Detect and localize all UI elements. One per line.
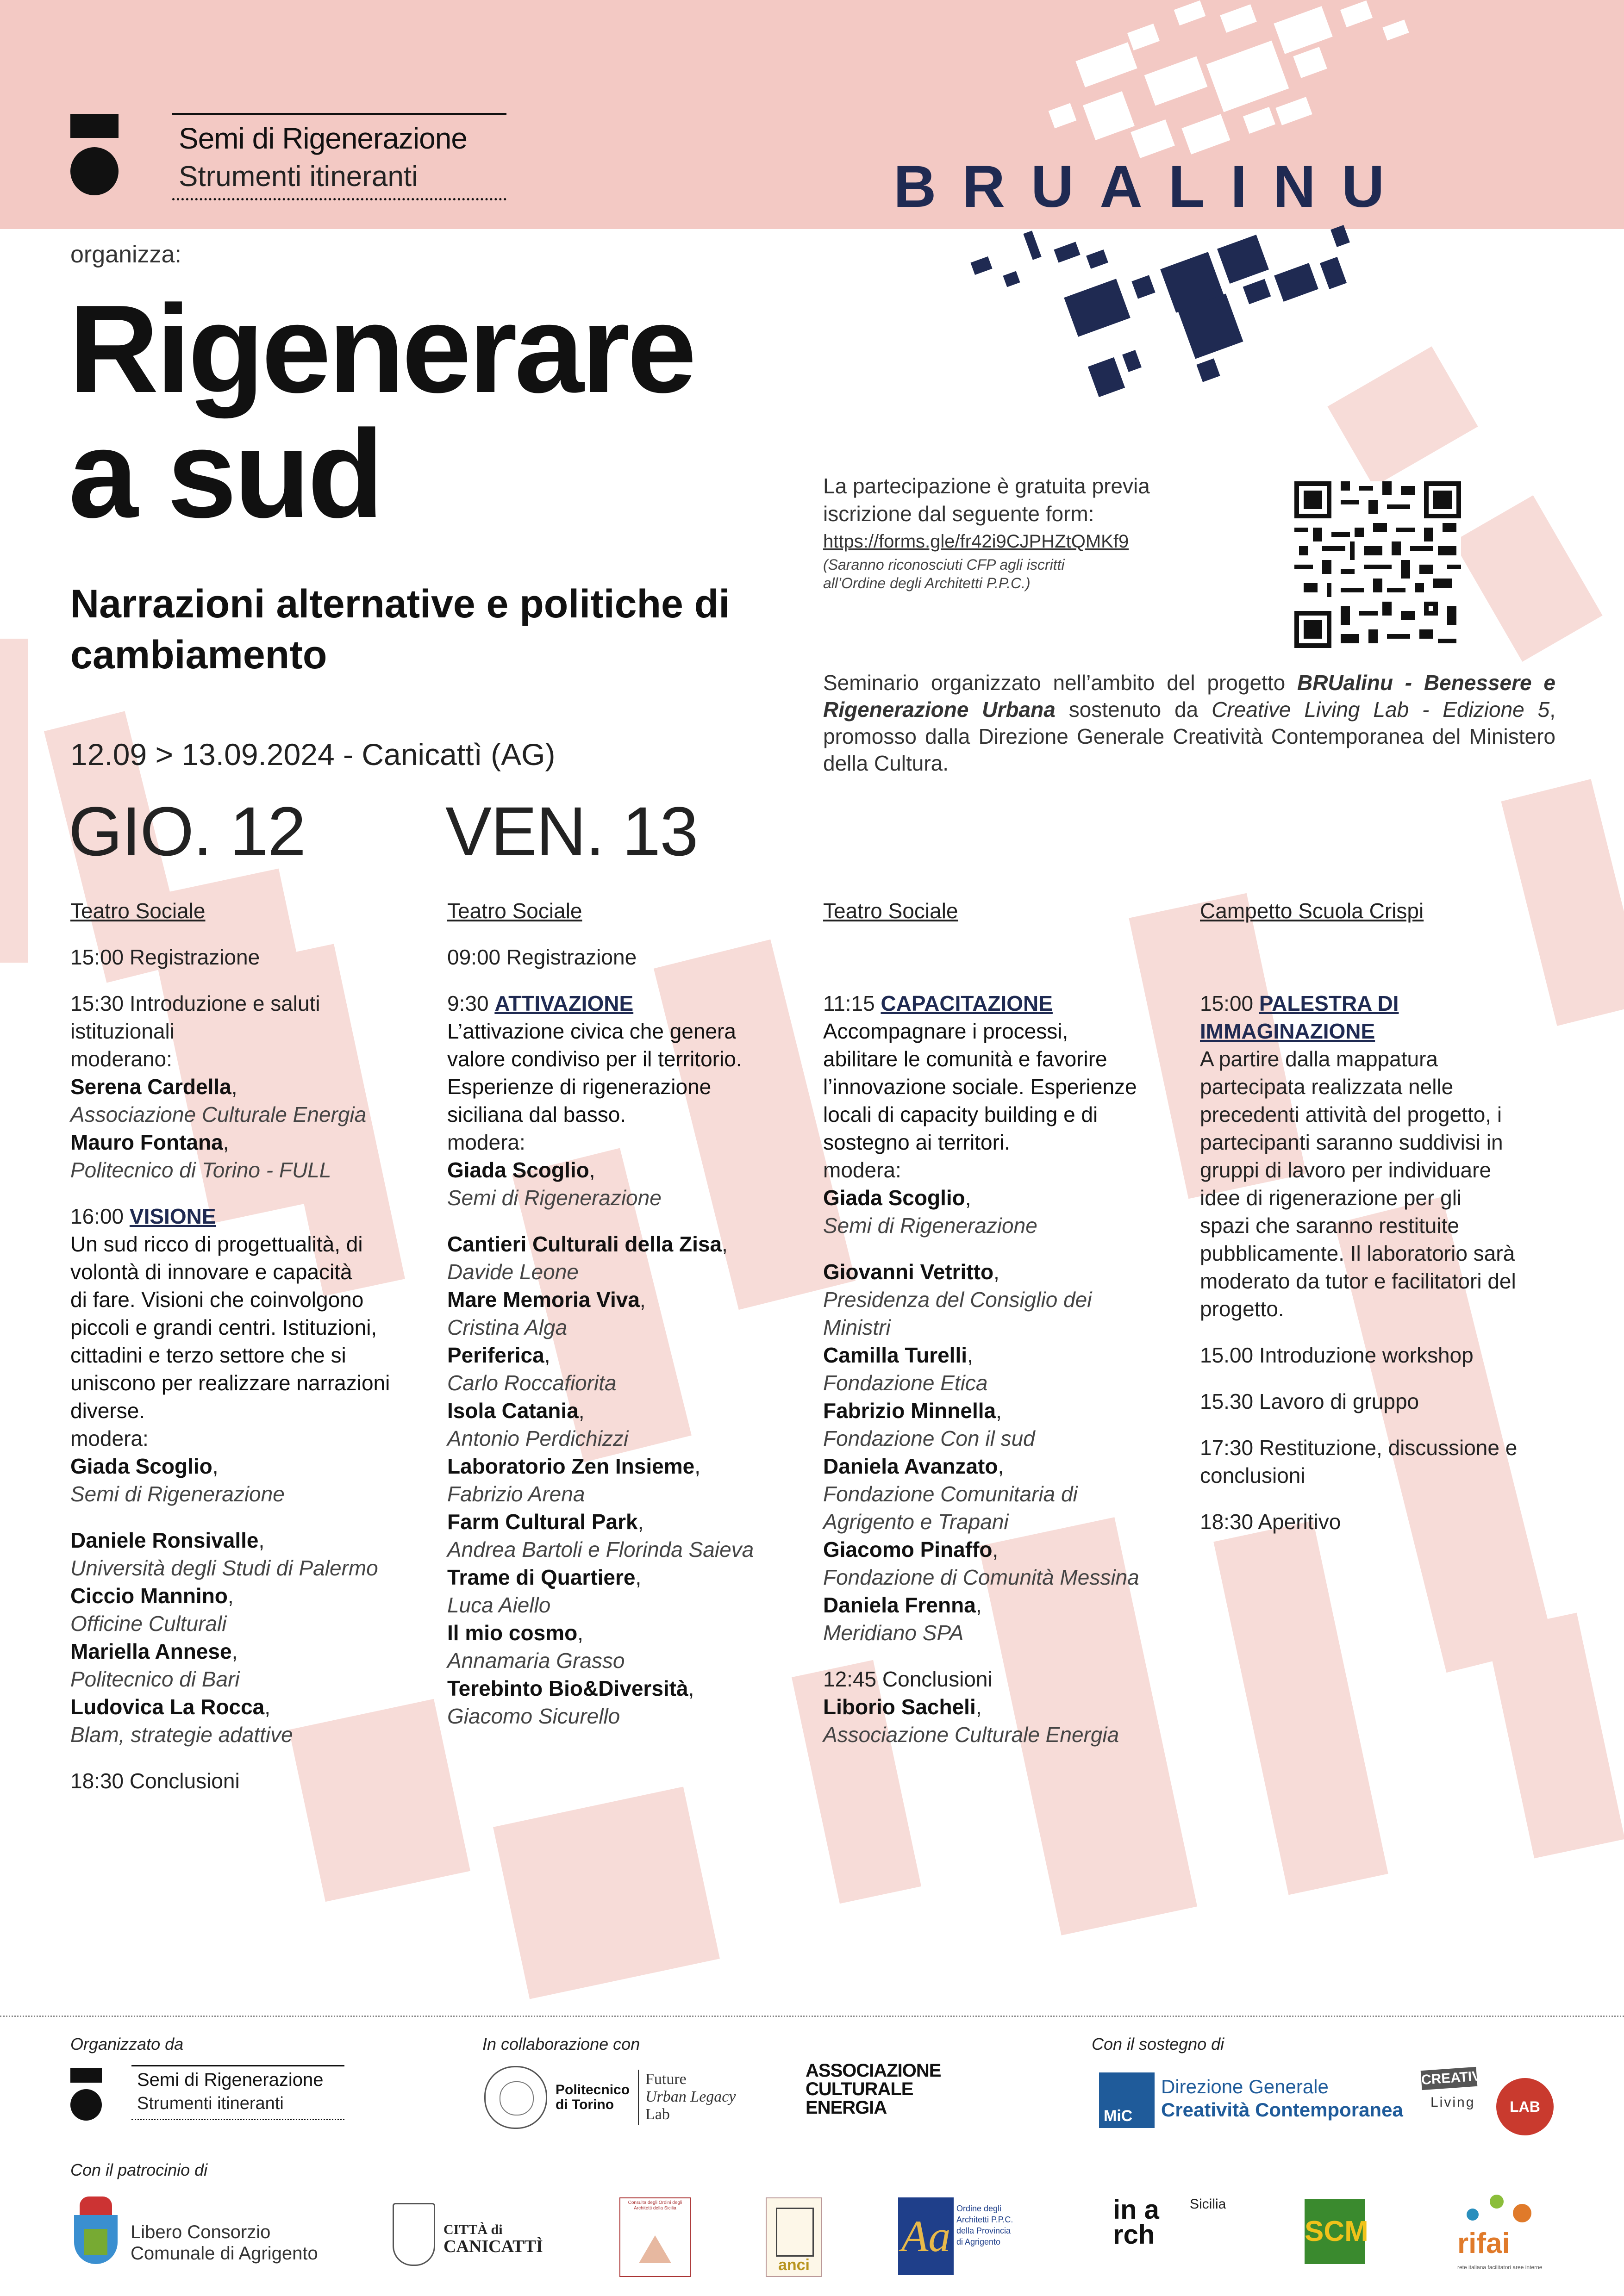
energia-line3: ENERGIA bbox=[806, 2097, 887, 2118]
moderator-name: Serena Cardella bbox=[70, 1075, 231, 1099]
speaker-name: Daniele Ronsivalle bbox=[70, 1528, 259, 1552]
agrigento-crest-icon bbox=[70, 2196, 121, 2266]
event-dates: 12.09 > 13.09.2024 - Canicattì (AG) bbox=[70, 737, 556, 772]
speaker-org: Fondazione Comunitaria di bbox=[823, 1482, 1078, 1506]
speaker-name: Farm Cultural Park bbox=[447, 1510, 638, 1534]
moderator-org: Semi di Rigenerazione bbox=[823, 1213, 1037, 1238]
dg-line2: Creatività Contemporanea bbox=[1161, 2099, 1403, 2121]
session-desc: progetto. bbox=[1200, 1297, 1284, 1321]
session-title-palestra[interactable]: PALESTRA DI bbox=[1259, 991, 1399, 1015]
registration-line2: iscrizione dal seguente form: bbox=[823, 502, 1094, 526]
canicatti-crest-icon bbox=[393, 2203, 435, 2266]
speaker-name: Ludovica La Rocca bbox=[70, 1695, 265, 1719]
session-desc: cittadini e terzo settore che si bbox=[70, 1343, 346, 1367]
seminar-prefix: Seminario organizzato nell’ambito del progetto bbox=[823, 671, 1297, 695]
session-desc: partecipanti saranno suddivisi in bbox=[1200, 1130, 1503, 1154]
logo-divider bbox=[172, 113, 506, 115]
anci-logo bbox=[766, 2197, 822, 2277]
seminar-description bbox=[823, 669, 1555, 777]
session-time: 16:00 bbox=[70, 1204, 130, 1228]
polito-logo bbox=[556, 2083, 630, 2112]
energia-logo bbox=[806, 2061, 941, 2117]
speaker-org: Fondazione Con il sud bbox=[823, 1426, 1035, 1450]
intro-line1: 15:30 Introduzione e saluti bbox=[70, 991, 320, 1015]
session-desc: Esperienze di rigenerazione bbox=[447, 1075, 712, 1099]
footer-divider bbox=[0, 2016, 1624, 2017]
session-time: 9:30 bbox=[447, 991, 495, 1015]
session-desc: uniscono per realizzare narrazioni bbox=[70, 1371, 390, 1395]
full-line3: Lab bbox=[645, 2106, 670, 2123]
venue: Campetto Scuola Crispi bbox=[1200, 899, 1424, 923]
session-desc: L’attivazione civica che genera bbox=[447, 1019, 736, 1043]
speaker-name: Daniela Avanzato bbox=[823, 1454, 998, 1478]
speaker-org: Università degli Studi di Palermo bbox=[70, 1556, 378, 1580]
speaker-name: Giacomo Pinaffo bbox=[823, 1537, 993, 1562]
agenda-item: 17:30 Restituzione, discussione e bbox=[1200, 1436, 1518, 1460]
canicatti-logo bbox=[443, 2221, 543, 2255]
seminar-project: BRUalinu - Benessere e Rigenerazione Urbana bbox=[823, 671, 1555, 722]
polito-name: Politecnico bbox=[556, 2082, 630, 2097]
intro-line2: istituzionali bbox=[70, 1019, 175, 1043]
seminar-mid: sostenuto da bbox=[1055, 697, 1212, 722]
dg-line1: Direzione Generale bbox=[1161, 2076, 1329, 2097]
registration-link[interactable]: https://forms.gle/fr42i9CJPHZtQMKf9 bbox=[823, 531, 1129, 552]
speaker-name: Terebinto Bio&Diversità bbox=[447, 1676, 688, 1700]
conclusions: 12:45 Conclusioni bbox=[823, 1667, 993, 1691]
speaker-org: Agrigento e Trapani bbox=[823, 1510, 1009, 1534]
speaker-org: Fabrizio Arena bbox=[447, 1482, 585, 1506]
session-desc: Accompagnare i processi, bbox=[823, 1019, 1068, 1043]
session-desc: volontà di innovare e capacità bbox=[70, 1260, 352, 1284]
session-desc: partecipata realizzata nelle bbox=[1200, 1075, 1454, 1099]
speaker-name: Camilla Turelli bbox=[823, 1343, 968, 1367]
session-desc: abilitare le comunità e favorire bbox=[823, 1047, 1107, 1071]
registration-time: 09:00 Registrazione bbox=[447, 945, 637, 969]
speaker-name: Trame di Quartiere bbox=[447, 1565, 636, 1589]
program-col-thursday: Teatro Sociale 15:00 Registrazione 15:30 Introduzione e saluti istituzionali moderano: Serena Cardella, Associazione Culturale Energia Mauro Fontana, Politecnico di Torino - FULL 16:00 VISIONE Un sud ricco di progettualità, di volontà di innovare e capacità di fare. Visioni che coinvolgono piccoli e grandi centri. Istituzioni, cittadini e terzo settore che si uniscono per realizzare narrazioni diverse. modera: Giada Scoglio, Semi di Rigenerazione Daniele Ronsivalle, Università degli Studi di Palermo Ciccio Mannino, Officine Culturali Mariella Annese, Politecnico di Bari Ludovica La Rocca, Blam, strategie adattive 18:30 Conclusioni bbox=[70, 897, 408, 1795]
session-desc: moderato da tutor e facilitatori del bbox=[1200, 1269, 1516, 1293]
moderator-org: Semi di Rigenerazione bbox=[70, 1482, 285, 1506]
cfp-note-line1: (Saranno riconosciuti CFP agli iscritti bbox=[823, 556, 1065, 573]
full-line2: Urban Legacy bbox=[645, 2088, 736, 2105]
cll-logo-lab-icon bbox=[1496, 2078, 1554, 2135]
speaker-org: Giacomo Sicurello bbox=[447, 1704, 620, 1728]
speaker-name: Mare Memoria Viva bbox=[447, 1288, 640, 1312]
agenda-item: 15.30 Lavoro di gruppo bbox=[1200, 1389, 1419, 1413]
session-desc: locali di capacity building e di bbox=[823, 1102, 1098, 1126]
speaker-org: Officine Culturali bbox=[70, 1612, 227, 1636]
session-desc: pubblicamente. Il laboratorio sarà bbox=[1200, 1241, 1515, 1265]
logo-dotted-line bbox=[172, 198, 506, 200]
subtitle-line1: Narrazioni alternative e politiche di bbox=[70, 582, 730, 626]
session-desc: sostegno ai territori. bbox=[823, 1130, 1010, 1154]
speaker-name: Isola Catania bbox=[447, 1399, 579, 1423]
session-desc: di fare. Visioni che coinvolgono bbox=[70, 1288, 364, 1312]
venue: Teatro Sociale bbox=[447, 899, 582, 923]
session-title-capacitazione[interactable]: CAPACITAZIONE bbox=[881, 991, 1053, 1015]
seminar-suffix: , promosso dalla Direzione Generale Creatività Contemporanea del Ministero della Cultura. bbox=[823, 697, 1555, 775]
organizza-label: organizza: bbox=[70, 241, 181, 268]
venue: Teatro Sociale bbox=[70, 899, 206, 923]
agrigento-line1: Libero Consorzio bbox=[131, 2222, 271, 2242]
rifai-logo bbox=[1457, 2195, 1550, 2278]
moderator-label: modera: bbox=[70, 1426, 149, 1450]
moderator-name: Giada Scoglio bbox=[447, 1158, 589, 1182]
rifai-text: rifai bbox=[1457, 2228, 1510, 2259]
speaker-org: Blam, strategie adattive bbox=[70, 1723, 293, 1747]
agenda-item: 15.00 Introduzione workshop bbox=[1200, 1343, 1474, 1367]
oa-agrigento-icon: Aa bbox=[898, 2197, 954, 2275]
speaker-name: Periferica bbox=[447, 1343, 544, 1367]
footer-logo-subtitle: Strumenti itineranti bbox=[137, 2094, 284, 2113]
day-thursday: GIO. 12 bbox=[69, 792, 306, 870]
mic-logo-icon bbox=[1099, 2072, 1155, 2128]
footer-logo-line bbox=[131, 2065, 344, 2066]
speaker-name: Daniela Frenna bbox=[823, 1593, 976, 1617]
rifai-subtext: rete italiana facilitatori aree interne bbox=[1457, 2264, 1543, 2271]
polito-seal-icon bbox=[484, 2066, 547, 2129]
session-time: 15:00 bbox=[1200, 991, 1259, 1015]
consulta-text: Consulta degli Ordini degli Architetti della Sicilia bbox=[628, 2200, 682, 2211]
brualinu-logo: BRUALINU bbox=[893, 154, 1411, 220]
speaker-name: Cantieri Culturali della Zisa bbox=[447, 1232, 722, 1256]
speaker-org: Carlo Roccafiorita bbox=[447, 1371, 617, 1395]
session-time: 11:15 bbox=[823, 991, 881, 1015]
logo-title: Semi di Rigenerazione bbox=[179, 122, 467, 155]
cll-logo-top: CREATIVE bbox=[1421, 2067, 1478, 2090]
speaker-name: Mariella Annese bbox=[70, 1639, 232, 1663]
speaker-org: Annamaria Grasso bbox=[447, 1649, 625, 1673]
moderator-name: Mauro Fontana bbox=[70, 1130, 223, 1154]
session-desc: piccoli e grandi centri. Istituzioni, bbox=[70, 1315, 377, 1339]
speaker-org: Meridiano SPA bbox=[823, 1621, 964, 1645]
speaker-org: Ministri bbox=[823, 1315, 891, 1339]
session-desc: precedenti attività del progetto, i bbox=[1200, 1102, 1502, 1126]
moderator-org: Politecnico di Torino - FULL bbox=[70, 1158, 331, 1182]
polito-divider bbox=[638, 2070, 639, 2125]
footer-logo-title: Semi di Rigenerazione bbox=[137, 2070, 324, 2090]
session-desc: siciliana dal basso. bbox=[447, 1102, 626, 1126]
session-desc: gruppi di lavoro per individuare bbox=[1200, 1158, 1492, 1182]
speaker-org: Antonio Perdichizzi bbox=[447, 1426, 629, 1450]
speaker-name: Il mio cosmo bbox=[447, 1621, 578, 1645]
conclusions: 18:30 Conclusioni bbox=[70, 1769, 240, 1793]
semi-logo-icon bbox=[70, 114, 119, 197]
moderator-org: Associazione Culturale Energia bbox=[70, 1102, 367, 1126]
scm-logo: SCM bbox=[1305, 2199, 1365, 2264]
collaboration-label: In collaborazione con bbox=[482, 2035, 640, 2053]
session-desc: diverse. bbox=[70, 1399, 145, 1423]
footer-logo-dots bbox=[131, 2119, 344, 2120]
session-title-visione[interactable]: VISIONE bbox=[129, 1204, 216, 1228]
speaker-org: Davide Leone bbox=[447, 1260, 579, 1284]
mic-label: MiC bbox=[1104, 2107, 1133, 2125]
session-desc: valore condiviso per il territorio. bbox=[447, 1047, 742, 1071]
speaker-org: Fondazione Etica bbox=[823, 1371, 988, 1395]
session-desc: A partire dalla mappatura bbox=[1200, 1047, 1438, 1071]
inarch-region: Sicilia bbox=[1190, 2196, 1226, 2212]
main-title-line1: Rigenerare bbox=[69, 280, 694, 419]
oa-line4: di Agrigento bbox=[956, 2237, 1001, 2246]
energia-line2: CULTURALE bbox=[806, 2079, 913, 2099]
oa-line3: della Provincia bbox=[956, 2226, 1011, 2235]
main-title-line2: a sud bbox=[69, 404, 381, 544]
oa-line1: Ordine degli bbox=[956, 2204, 1002, 2213]
speaker-org: Fondazione di Comunità Messina bbox=[823, 1565, 1139, 1589]
registration-line1: La partecipazione è gratuita previa bbox=[823, 474, 1150, 498]
agrigento-line2: Comunale di Agrigento bbox=[131, 2243, 318, 2264]
moderator-name: Giada Scoglio bbox=[823, 1186, 965, 1210]
oa-agrigento-logo bbox=[956, 2203, 1013, 2247]
speaker-org: Luca Aiello bbox=[447, 1593, 551, 1617]
seminar-program: Creative Living Lab - Edizione 5 bbox=[1212, 697, 1550, 722]
qr-code-icon bbox=[1294, 481, 1461, 648]
anci-text: anci bbox=[778, 2256, 810, 2274]
speaker-name: Laboratorio Zen Insieme bbox=[447, 1454, 695, 1478]
program-col-friday-3 bbox=[1200, 897, 1538, 1536]
canicatti-line1: CITTÀ di bbox=[443, 2222, 503, 2237]
session-title-palestra-2[interactable]: IMMAGINAZIONE bbox=[1200, 1019, 1375, 1043]
session-desc: Un sud ricco di progettualità, di bbox=[70, 1232, 363, 1256]
agrigento-logo bbox=[131, 2221, 318, 2264]
inarch-logo: in arch bbox=[1113, 2195, 1159, 2250]
moderators-label: moderano: bbox=[70, 1047, 172, 1071]
speaker-org: Politecnico di Bari bbox=[70, 1667, 240, 1691]
session-desc: spazi che saranno restituite bbox=[1200, 1213, 1459, 1238]
speaker-org: Andrea Bartoli e Florinda Saieva bbox=[447, 1537, 754, 1562]
oa-line2: Architetti P.P.C. bbox=[956, 2215, 1013, 2224]
full-line1: Future bbox=[645, 2071, 687, 2088]
speaker-name: Ciccio Mannino bbox=[70, 1584, 228, 1608]
energia-line1: ASSOCIAZIONE bbox=[806, 2060, 941, 2081]
agenda-item: conclusioni bbox=[1200, 1463, 1305, 1487]
speaker-org: Cristina Alga bbox=[447, 1315, 568, 1339]
session-desc: l’innovazione sociale. Esperienze bbox=[823, 1075, 1137, 1099]
polito-city: di Torino bbox=[556, 2097, 614, 2112]
speaker-name: Giovanni Vetritto bbox=[823, 1260, 994, 1284]
subtitle-line2: cambiamento bbox=[70, 633, 327, 677]
program-col-friday-1: Teatro Sociale 09:00 Registrazione 9:30 ATTIVAZIONE L’attivazione civica che genera valore condiviso per il territorio. Esperienze di rigenerazione siciliana dal basso. modera: Giada Scoglio, Semi di Rigenerazione Cantieri Culturali della Zisa, Davide Leone Mare Memoria Viva, Cristina Alga Periferica, Carlo Roccafiorita Isola Catania, Antonio Perdichizzi Laboratorio Zen Insieme, Fabrizio Arena Farm Cultural Park, Andrea Bartoli e Florinda Saieva Trame di Quartiere, Luca Aiello Il mio cosmo, Annamaria Grasso Terebinto Bio&Diversità, Giacomo Sicurello bbox=[447, 897, 785, 1730]
speaker-org: Presidenza del Consiglio dei bbox=[823, 1288, 1092, 1312]
program-col-friday-2: Teatro Sociale 11:15 CAPACITAZIONE Accompagnare i processi, abilitare le comunità e favorire l’innovazione sociale. Esperienze locali di capacity building e di sostegno ai territori. modera: Giada Scoglio, Semi di Rigenerazione Giovanni Vetritto, Presidenza del Consiglio dei Ministri Camilla Turelli, Fondazione Etica Fabrizio Minnella, Fondazione Con il sud Daniela Avanzato, Fondazione Comunitaria di Agrigento e Trapani Giacomo Pinaffo, Fondazione di Comunità Messina Daniela Frenna, Meridiano SPA 12:45 Conclusioni Liborio Sacheli, Associazione Culturale Energia bbox=[823, 897, 1161, 1748]
registration-info bbox=[823, 472, 1240, 592]
moderator-name: Giada Scoglio bbox=[70, 1454, 212, 1478]
moderator-org: Semi di Rigenerazione bbox=[447, 1186, 662, 1210]
registration-time: 15:00 Registrazione bbox=[70, 945, 260, 969]
patronage-label: Con il patrocinio di bbox=[70, 2160, 208, 2179]
organized-by-label: Organizzato da bbox=[70, 2035, 184, 2053]
cll-logo-living: Living bbox=[1430, 2095, 1475, 2110]
dg-logo bbox=[1161, 2075, 1403, 2122]
canicatti-line2: CANICATTÌ bbox=[443, 2237, 543, 2256]
venue: Teatro Sociale bbox=[823, 899, 958, 923]
agenda-item: 18:30 Aperitivo bbox=[1200, 1510, 1341, 1534]
consulta-logo bbox=[619, 2197, 691, 2277]
cfp-note-line2: all’Ordine degli Architetti P.P.C.) bbox=[823, 575, 1031, 591]
support-label: Con il sostegno di bbox=[1092, 2035, 1224, 2053]
full-lab-logo bbox=[645, 2071, 736, 2123]
moderator-label: modera: bbox=[447, 1130, 525, 1154]
speaker-org: Associazione Culturale Energia bbox=[823, 1723, 1119, 1747]
session-desc: idee di rigenerazione per gli bbox=[1200, 1186, 1462, 1210]
cll-lab-label: LAB bbox=[1510, 2098, 1540, 2115]
semi-footer-logo-icon bbox=[70, 2068, 103, 2123]
moderator-label: modera: bbox=[823, 1158, 901, 1182]
speaker-name: Liborio Sacheli bbox=[823, 1695, 976, 1719]
day-friday: VEN. 13 bbox=[445, 792, 698, 870]
logo-subtitle: Strumenti itineranti bbox=[179, 161, 418, 193]
speaker-name: Fabrizio Minnella bbox=[823, 1399, 996, 1423]
session-title-attivazione[interactable]: ATTIVAZIONE bbox=[494, 991, 634, 1015]
